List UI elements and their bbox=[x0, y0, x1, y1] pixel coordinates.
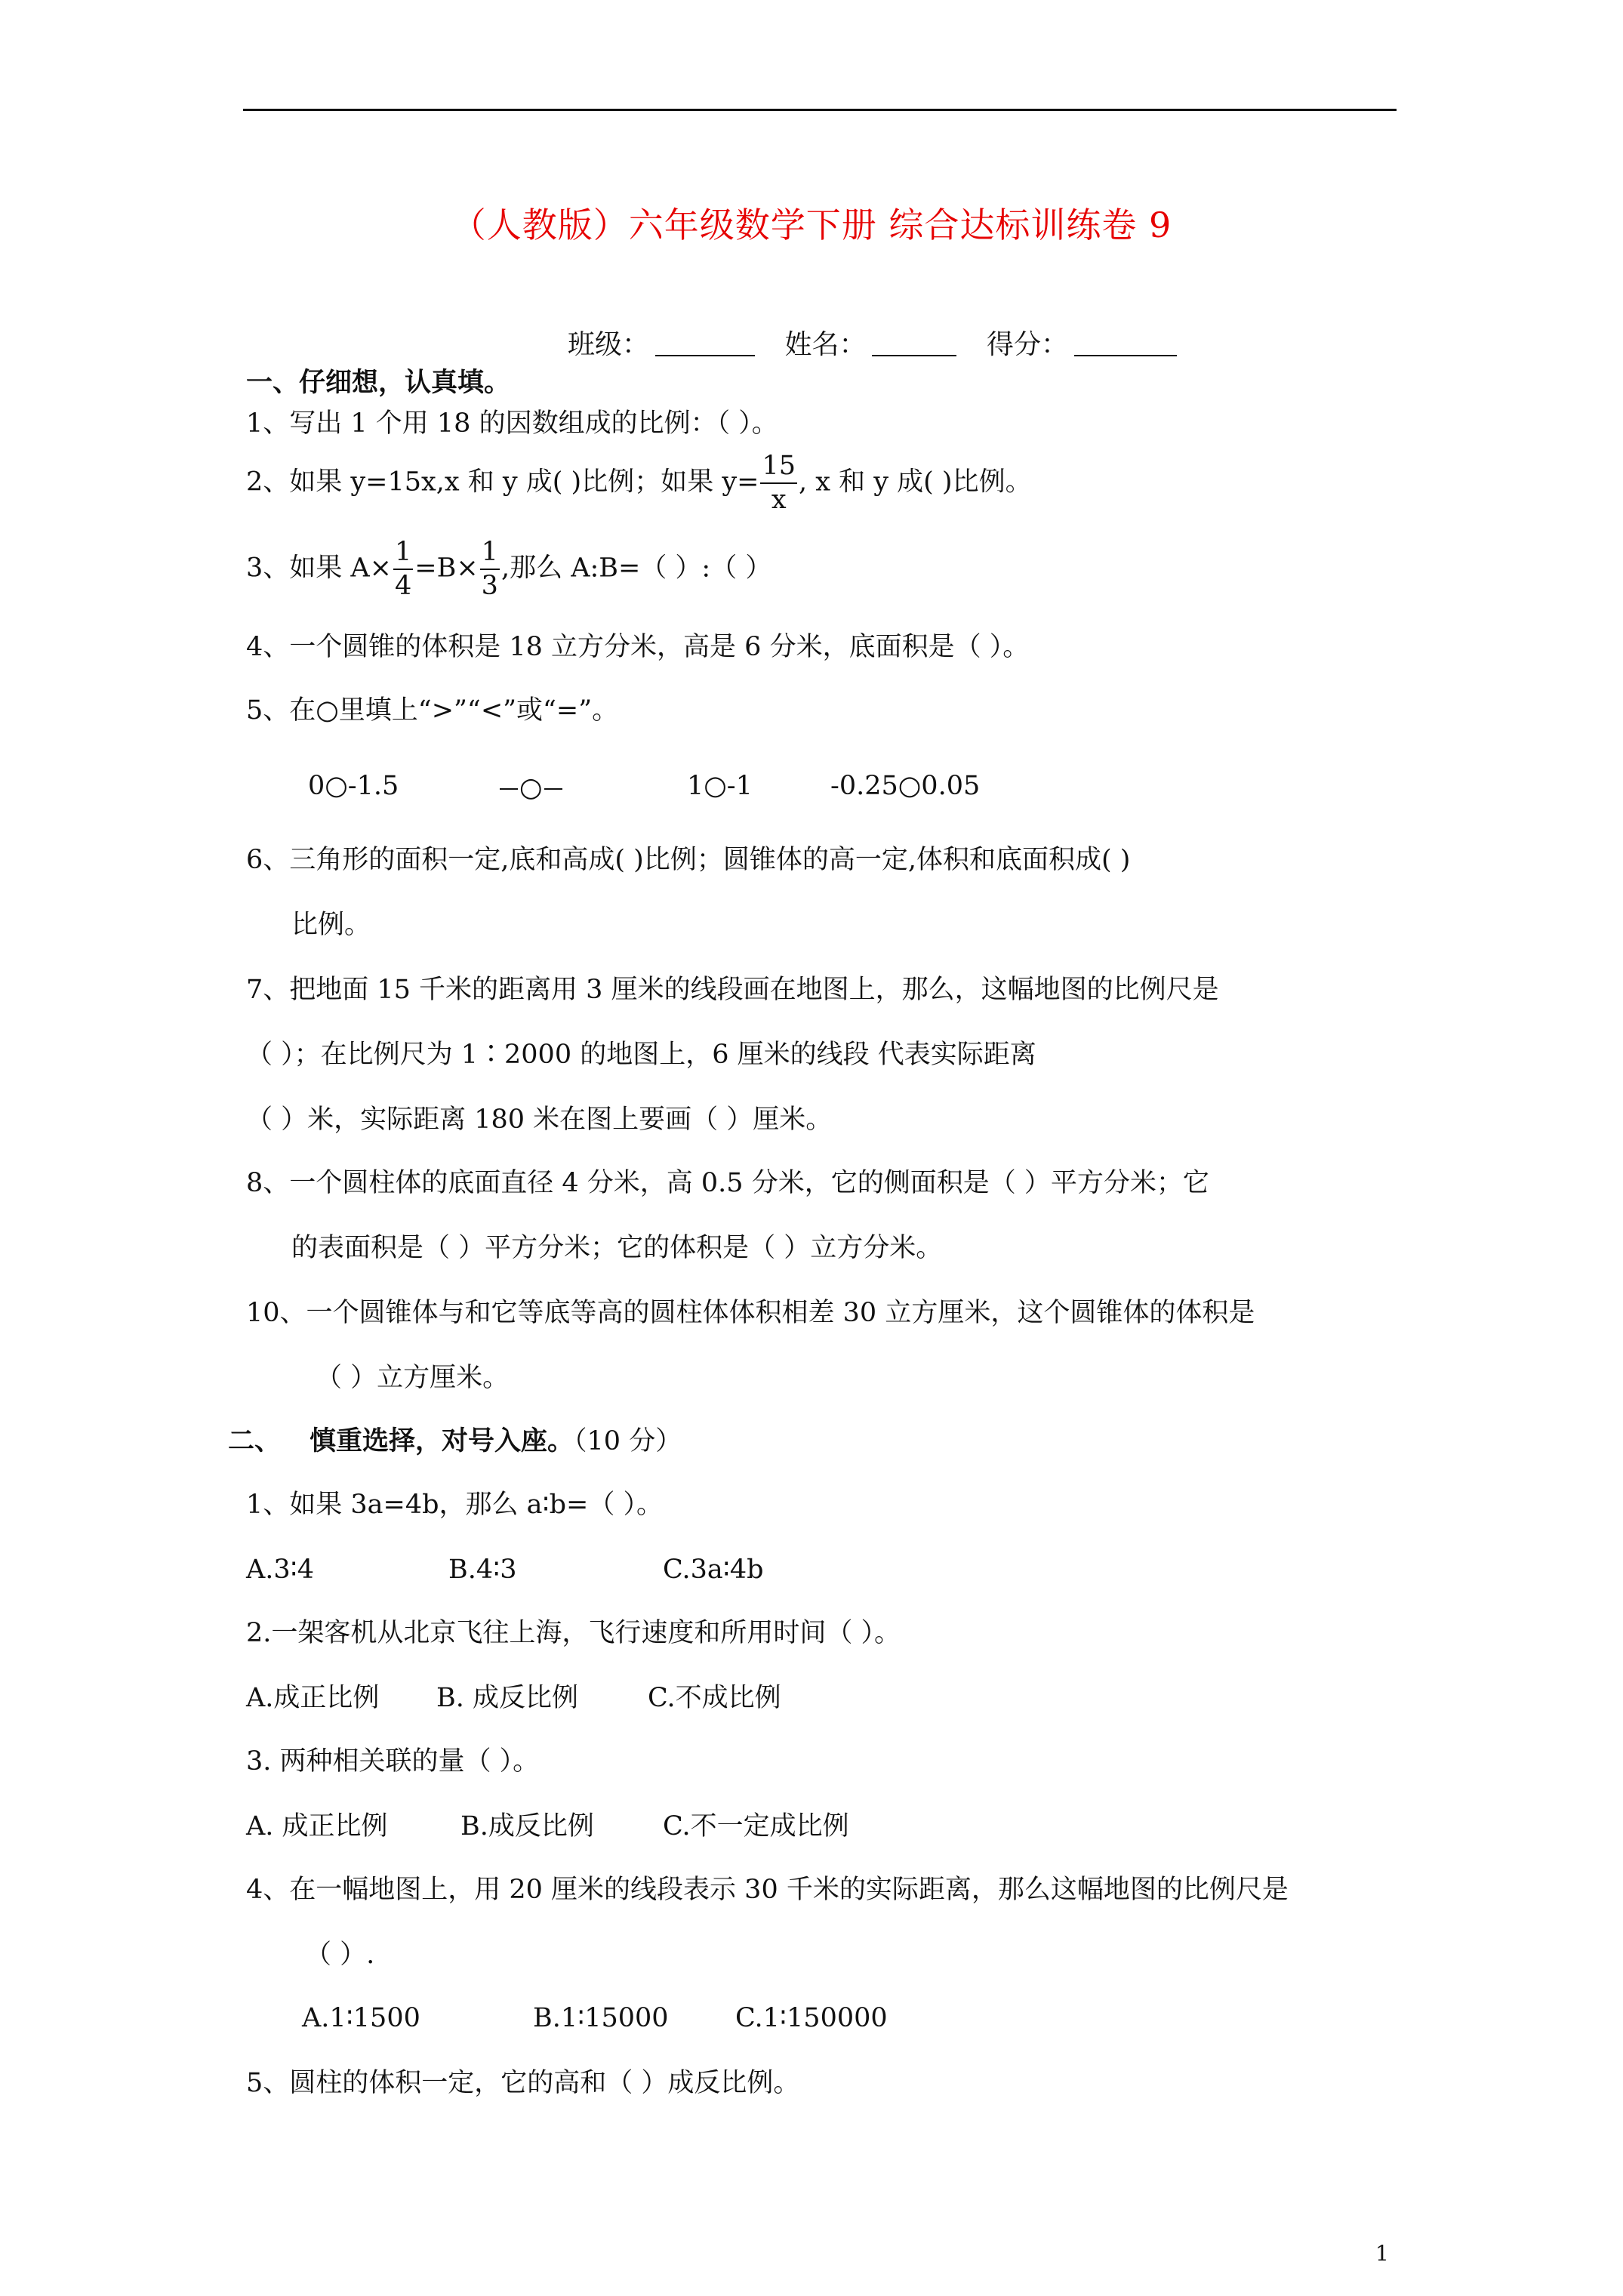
s2-q3-option-a: A. 成正比例 bbox=[246, 1811, 388, 1841]
s1-question-7-line2: （ ）；在比例尺为 1∶2000 的地图上，6 厘米的线段 代表实际距离 bbox=[246, 1040, 1036, 1070]
class-blank[interactable] bbox=[655, 329, 755, 356]
exam-title: （人教版）六年级数学下册 综合达标训练卷 9 bbox=[451, 205, 1172, 245]
score-label: 得分： bbox=[986, 329, 1068, 360]
s1-q3-f2-denominator: 3 bbox=[481, 571, 498, 601]
s1-q5-item-3: 1○-1 bbox=[687, 771, 753, 801]
s1-q2-text-b: , x 和 y 成( )比例。 bbox=[799, 467, 1032, 498]
s1-q3-f1-numerator: 1 bbox=[393, 539, 413, 570]
s1-q3-text-mid: =B× bbox=[414, 553, 479, 584]
score-blank[interactable] bbox=[1074, 329, 1177, 356]
s2-q3-option-b: B.成反比例 bbox=[460, 1811, 594, 1841]
s1-question-3 bbox=[246, 539, 771, 599]
s1-q3-text-b: ,那么 A:B=（ ）:（ ） bbox=[500, 553, 772, 584]
s2-q4-option-b: B.1∶15000 bbox=[533, 2003, 669, 2033]
s1-q2-numerator: 15 bbox=[760, 453, 797, 484]
s2-q2-option-c: C.不成比例 bbox=[648, 1683, 781, 1713]
s2-question-5: 5、圆柱的体积一定，它的高和（ ）成反比例。 bbox=[246, 2068, 800, 2098]
s2-question-4-line2: （ ）. bbox=[305, 1940, 375, 1970]
section2-heading bbox=[228, 1425, 682, 1457]
s2-q2-option-b: B. 成反比例 bbox=[436, 1683, 578, 1713]
s2-question-2: 2.一架客机从北京飞往上海，飞行速度和所用时间（ ）。 bbox=[246, 1618, 901, 1648]
class-label: 班级： bbox=[568, 329, 650, 360]
s2-q1-option-a: A.3∶4 bbox=[246, 1555, 315, 1585]
name-blank[interactable] bbox=[872, 329, 956, 356]
s1-q3-fraction-2 bbox=[480, 539, 500, 599]
s2-question-4-line1: 4、在一幅地图上，用 20 厘米的线段表示 30 千米的实际距离，那么这幅地图的比例尺是 bbox=[246, 1875, 1289, 1905]
s1-q5-item-1: 0○-1.5 bbox=[308, 771, 399, 801]
s1-q3-fraction-1 bbox=[393, 539, 413, 599]
s1-q5-blank-fraction-right bbox=[544, 761, 562, 817]
s1-q5-blank-fraction-left bbox=[500, 761, 518, 817]
s1-question-2 bbox=[246, 453, 1032, 513]
s1-q5-item-2 bbox=[498, 761, 564, 817]
section2-heading-text: 慎重选择，对号入座。 bbox=[310, 1425, 574, 1456]
s2-question-3: 3. 两种相关联的量（ ）。 bbox=[246, 1746, 540, 1777]
name-label: 姓名： bbox=[784, 329, 867, 360]
s2-q1-option-b: B.4∶3 bbox=[448, 1555, 517, 1585]
s1-q2-fraction bbox=[760, 453, 797, 513]
s1-question-10-line1: 10、一个圆锥体与和它等底等高的圆柱体体积相差 30 立方厘米，这个圆锥体的体积是 bbox=[246, 1298, 1255, 1328]
s1-q5-item-4: -0.25○0.05 bbox=[830, 771, 981, 801]
s2-q4-option-c: C.1∶150000 bbox=[735, 2003, 888, 2033]
s1-question-6-line2: 比例。 bbox=[291, 910, 371, 940]
s1-question-6-line1: 6、三角形的面积一定,底和高成( )比例；圆锥体的高一定,体积和底面积成( ) bbox=[246, 845, 1131, 875]
s1-q3-text-a: 3、如果 A× bbox=[246, 553, 392, 584]
s2-q1-option-c: C.3a∶4b bbox=[663, 1555, 764, 1585]
section2-heading-score: （10 分） bbox=[574, 1426, 682, 1456]
s1-question-10-line2: （ ）立方厘米。 bbox=[316, 1363, 510, 1393]
s1-q5-circle: ○ bbox=[519, 772, 543, 803]
student-info-line bbox=[568, 323, 1198, 362]
section2-heading-number: 二、 bbox=[228, 1425, 282, 1456]
s1-question-8-line1: 8、一个圆柱体的底面直径 4 分米，高 0.5 分米，它的侧面积是（ ）平方分米；它 bbox=[246, 1168, 1209, 1198]
s1-question-5: 5、在○里填上“>”“<”或“=”。 bbox=[246, 695, 619, 726]
section1-heading: 一、仔细想，认真填。 bbox=[246, 367, 511, 398]
s1-q2-denominator: x bbox=[771, 485, 787, 515]
s1-q2-text-a: 2、如果 y=15x,x 和 y 成( )比例；如果 y= bbox=[246, 467, 759, 498]
s1-question-4: 4、一个圆锥的体积是 18 立方分米，高是 6 分米，底面积是（ ）。 bbox=[246, 632, 1030, 662]
s1-question-1: 1、写出 1 个用 18 的因数组成的比例：（ ）。 bbox=[246, 408, 778, 439]
page-number: 1 bbox=[1375, 2241, 1389, 2266]
s2-q2-option-a: A.成正比例 bbox=[246, 1683, 380, 1713]
header-rule bbox=[243, 109, 1397, 111]
s1-question-8-line2: 的表面积是（ ）平方分米；它的体积是（ ）立方分米。 bbox=[291, 1233, 943, 1263]
s2-q4-option-a: A.1∶1500 bbox=[302, 2003, 420, 2033]
s2-q3-option-c: C.不一定成比例 bbox=[663, 1811, 849, 1841]
s1-question-7-line1: 7、把地面 15 千米的距离用 3 厘米的线段画在地图上，那么，这幅地图的比例尺是 bbox=[246, 975, 1219, 1005]
s2-question-1: 1、如果 3a=4b，那么 a∶b=（ ）。 bbox=[246, 1490, 663, 1520]
s1-q3-f2-numerator: 1 bbox=[480, 539, 500, 570]
s1-question-7-line3: （ ）米，实际距离 180 米在图上要画（ ）厘米。 bbox=[246, 1105, 833, 1135]
s1-q3-f1-denominator: 4 bbox=[395, 571, 412, 601]
